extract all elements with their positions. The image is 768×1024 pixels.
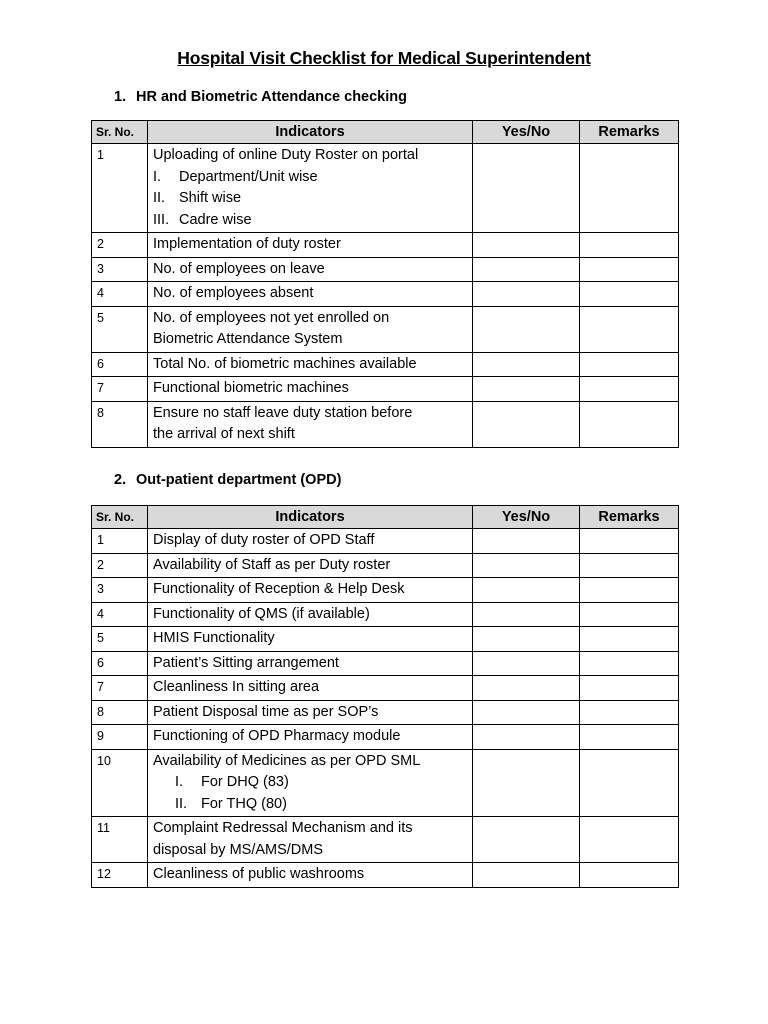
yes-no-cell[interactable] <box>473 817 580 863</box>
indicator-text: Functional biometric machines <box>153 380 349 396</box>
indicator-text: Display of duty roster of OPD Staff <box>153 532 375 548</box>
indicator-cell <box>148 401 473 447</box>
section-heading-opd <box>114 472 341 488</box>
col-header-yes-no: Yes/No <box>473 506 580 529</box>
remarks-cell[interactable] <box>580 257 679 282</box>
table-row <box>92 233 679 258</box>
yes-no-cell[interactable] <box>473 676 580 701</box>
indicator-text: HMIS Functionality <box>153 630 275 646</box>
yes-no-cell[interactable] <box>473 863 580 888</box>
indicator-cell <box>148 377 473 402</box>
table-header-row <box>92 121 679 144</box>
table-row <box>92 676 679 701</box>
indicator-text: Cleanliness of public washrooms <box>153 866 365 882</box>
yes-no-cell[interactable] <box>473 233 580 258</box>
indicator-cell <box>148 863 473 888</box>
table-row <box>92 529 679 554</box>
indicator-cell <box>148 306 473 352</box>
sr-no-cell: 12 <box>92 863 148 888</box>
indicator-text: Ensure no staff leave duty station before <box>153 404 413 421</box>
table-body <box>92 144 679 448</box>
remarks-cell[interactable] <box>580 529 679 554</box>
table-row <box>92 627 679 652</box>
col-header-remarks: Remarks <box>580 506 679 529</box>
sub-item-number: II. <box>175 795 188 812</box>
indicator-cell <box>148 578 473 603</box>
remarks-cell[interactable] <box>580 144 679 233</box>
col-header-remarks: Remarks <box>580 121 679 144</box>
sr-no-cell: 6 <box>92 352 148 377</box>
sr-no-cell: 1 <box>92 529 148 554</box>
indicator-text: No. of employees on leave <box>153 260 325 277</box>
remarks-cell[interactable] <box>580 749 679 817</box>
sub-item-text: Department/Unit wise <box>179 168 318 185</box>
yes-no-cell[interactable] <box>473 602 580 627</box>
indicator-sub-list <box>153 772 467 815</box>
sub-item-text: For THQ (80) <box>201 795 287 812</box>
sr-no-cell: 2 <box>92 553 148 578</box>
table-row <box>92 602 679 627</box>
sr-no-cell: 8 <box>92 401 148 447</box>
remarks-cell[interactable] <box>580 401 679 447</box>
indicator-cell <box>148 627 473 652</box>
sub-item-number: I. <box>175 774 184 790</box>
remarks-cell[interactable] <box>580 627 679 652</box>
indicator-text: Complaint Redressal Mechanism and its <box>153 820 413 836</box>
sr-no-cell: 6 <box>92 651 148 676</box>
remarks-cell[interactable] <box>580 282 679 307</box>
indicator-sub-list <box>153 167 467 232</box>
yes-no-cell[interactable] <box>473 401 580 447</box>
sr-no-cell: 1 <box>92 144 148 233</box>
indicator-sub-item <box>153 167 467 189</box>
indicator-text: Implementation of duty roster <box>153 236 341 252</box>
remarks-cell[interactable] <box>580 377 679 402</box>
sr-no-cell: 3 <box>92 257 148 282</box>
indicator-sub-item <box>153 188 467 210</box>
table-row <box>92 401 679 447</box>
indicator-cell <box>148 725 473 750</box>
sr-no-cell: 4 <box>92 282 148 307</box>
section-number: 2. <box>114 472 127 488</box>
remarks-cell[interactable] <box>580 306 679 352</box>
yes-no-cell[interactable] <box>473 529 580 554</box>
indicator-sub-item <box>153 772 467 794</box>
indicator-text: Patient’s Sitting arrangement <box>153 654 339 671</box>
col-header-sr-no: Sr. No. <box>92 121 148 144</box>
remarks-cell[interactable] <box>580 651 679 676</box>
remarks-cell[interactable] <box>580 676 679 701</box>
indicator-text: Cleanliness In sitting area <box>153 679 320 695</box>
indicator-cell <box>148 676 473 701</box>
indicator-text: No. of employees absent <box>153 285 314 301</box>
indicator-text: Functionality of Reception & Help Desk <box>153 581 405 597</box>
remarks-cell[interactable] <box>580 553 679 578</box>
table-row <box>92 144 679 233</box>
indicator-cell <box>148 144 473 233</box>
yes-no-cell[interactable] <box>473 352 580 377</box>
table-row <box>92 578 679 603</box>
sub-item-number: III. <box>153 211 170 228</box>
yes-no-cell[interactable] <box>473 377 580 402</box>
section-heading-text: Out-patient department (OPD) <box>136 472 342 488</box>
col-header-indicators: Indicators <box>148 506 473 529</box>
sub-item-text: For DHQ (83) <box>201 774 289 790</box>
indicator-cell <box>148 233 473 258</box>
indicator-cell <box>148 553 473 578</box>
document-title: Hospital Visit Checklist for Medical Superintendent <box>177 48 591 68</box>
remarks-cell[interactable] <box>580 578 679 603</box>
sub-item-number: I. <box>153 168 162 185</box>
sub-item-number: II. <box>153 190 166 206</box>
sr-no-cell: 3 <box>92 578 148 603</box>
remarks-cell[interactable] <box>580 700 679 725</box>
yes-no-cell[interactable] <box>473 306 580 352</box>
col-header-sr-no: Sr. No. <box>92 506 148 529</box>
indicator-text-continued: the arrival of next shift <box>153 426 295 442</box>
indicator-cell <box>148 700 473 725</box>
sr-no-cell: 7 <box>92 377 148 402</box>
indicator-cell <box>148 529 473 554</box>
indicator-sub-item <box>153 210 467 232</box>
yes-no-cell[interactable] <box>473 700 580 725</box>
opd-checklist-table <box>91 505 679 888</box>
sr-no-cell: 11 <box>92 817 148 863</box>
table-row <box>92 377 679 402</box>
indicator-text: Availability of Medicines as per OPD SML <box>153 752 421 769</box>
indicator-text: Availability of Staff as per Duty roster <box>153 556 391 573</box>
indicator-text: Patient Disposal time as per SOP’s <box>153 703 379 720</box>
table-row <box>92 700 679 725</box>
indicator-text: Functionality of QMS (if available) <box>153 605 370 622</box>
table-row <box>92 553 679 578</box>
indicator-text: Functioning of OPD Pharmacy module <box>153 728 401 744</box>
table-header-row <box>92 506 679 529</box>
col-header-yes-no: Yes/No <box>473 121 580 144</box>
indicator-cell <box>148 749 473 817</box>
remarks-cell[interactable] <box>580 817 679 863</box>
yes-no-cell[interactable] <box>473 144 580 233</box>
sub-item-text: Cadre wise <box>179 211 252 228</box>
yes-no-cell[interactable] <box>473 725 580 750</box>
indicator-cell <box>148 257 473 282</box>
col-header-indicators: Indicators <box>148 121 473 144</box>
sr-no-cell: 8 <box>92 700 148 725</box>
remarks-cell[interactable] <box>580 352 679 377</box>
yes-no-cell[interactable] <box>473 257 580 282</box>
yes-no-cell[interactable] <box>473 749 580 817</box>
table-row <box>92 306 679 352</box>
indicator-text: Total No. of biometric machines available <box>153 355 417 372</box>
yes-no-cell[interactable] <box>473 627 580 652</box>
indicator-sub-item <box>153 794 467 816</box>
remarks-cell[interactable] <box>580 233 679 258</box>
sub-item-text: Shift wise <box>179 190 242 206</box>
indicator-text: Uploading of online Duty Roster on portal <box>153 147 419 163</box>
sr-no-cell: 4 <box>92 602 148 627</box>
indicator-cell <box>148 817 473 863</box>
table-row <box>92 282 679 307</box>
table-row <box>92 352 679 377</box>
section-heading-text: HR and Biometric Attendance checking <box>136 89 407 105</box>
indicator-text-continued: disposal by MS/AMS/DMS <box>153 841 324 858</box>
hr-biometric-checklist-table <box>91 120 679 448</box>
remarks-cell[interactable] <box>580 725 679 750</box>
yes-no-cell[interactable] <box>473 651 580 676</box>
yes-no-cell[interactable] <box>473 553 580 578</box>
yes-no-cell[interactable] <box>473 282 580 307</box>
sr-no-cell: 7 <box>92 676 148 701</box>
section-number: 1. <box>114 89 127 105</box>
indicator-cell <box>148 282 473 307</box>
yes-no-cell[interactable] <box>473 578 580 603</box>
indicator-cell <box>148 602 473 627</box>
indicator-text: No. of employees not yet enrolled on <box>153 309 390 326</box>
sr-no-cell: 5 <box>92 627 148 652</box>
sr-no-cell: 10 <box>92 749 148 817</box>
table-row <box>92 863 679 888</box>
sr-no-cell: 2 <box>92 233 148 258</box>
table-row <box>92 257 679 282</box>
table-row <box>92 725 679 750</box>
section-heading-hr-biometric <box>114 89 407 105</box>
sr-no-cell: 9 <box>92 725 148 750</box>
remarks-cell[interactable] <box>580 863 679 888</box>
indicator-cell <box>148 352 473 377</box>
indicator-cell <box>148 651 473 676</box>
indicator-text-continued: Biometric Attendance System <box>153 331 343 347</box>
table-row <box>92 749 679 817</box>
remarks-cell[interactable] <box>580 602 679 627</box>
table-row <box>92 651 679 676</box>
sr-no-cell: 5 <box>92 306 148 352</box>
table-row <box>92 817 679 863</box>
table-body <box>92 529 679 888</box>
